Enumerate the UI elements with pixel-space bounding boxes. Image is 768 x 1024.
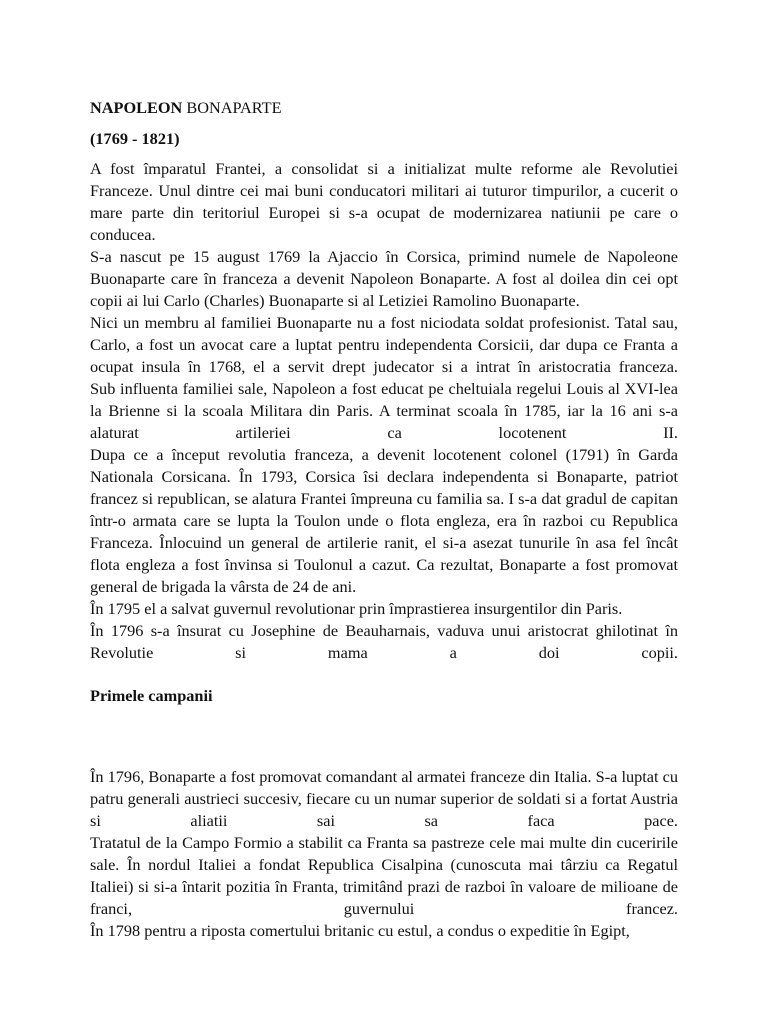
section-title: Primele campanii <box>90 686 213 705</box>
paragraph: A fost împaratul Frantei, a consolidat si a initializat multe reforme ale Revolutiei Franceze. Unul dintre cei mai buni conducatori militari ai tuturor timpurilor, a cucerit o mare parte din teritoriul Europei si s-a ocupat de modernizarea natiunii pe care o conducea. <box>90 159 678 244</box>
paragraph: În 1798 pentru a riposta comertului britanic cu estul, a condus o expeditie în Egipt, <box>90 921 630 940</box>
paragraph: S-a nascut pe 15 august 1769 la Ajaccio în Corsica, primind numele de Napoleone Buonaparte care în franceza a devenit Napoleon Bonaparte. A fost al doilea din cei opt copii ai lui Carlo (Charles) Buonaparte si al Letiziei Ramolino Buonaparte. <box>90 247 678 310</box>
paragraph: În 1795 el a salvat guvernul revolutionar prin împrastierea insurgentilor din Paris. <box>90 599 623 618</box>
document-title <box>90 97 678 119</box>
paragraph: Dupa ce a început revolutia franceza, a devenit locotenent colonel (1791) în Garda Nationala Corsicana. În 1793, Corsica îsi declara independenta si Bonaparte, patriot francez si republican, se alatura Frantei împreuna cu familia sa. I s-a dat gradul de capitan într-o armata care se lupta la Toulon unde o flota engleza, era în razboi cu Republica Franceza. Înlocuind un general de artilerie ranit, el si-a asezat tunurile în asa fel încât flota engleza a fost învinsa si Toulonul a cazut. Ca rezultat, Bonaparte a fost promovat general de brigada la vârsta de 24 de ani. <box>90 445 678 596</box>
paragraph: În 1796 s-a însurat cu Josephine de Beauharnais, vaduva unui aristocrat ghilotinat în Revolutie si mama a doi copii. <box>90 621 678 662</box>
document-page <box>90 97 678 942</box>
title-bold: NAPOLEON <box>90 98 183 117</box>
life-years: (1769 - 1821) <box>90 129 180 148</box>
paragraph: Nici un membru al familiei Buonaparte nu a fost niciodata soldat profesionist. Tatal sau, Carlo, a fost un avocat care a luptat pentru independenta Corsicii, dar dupa ce Franta a ocupat insula în 1768, el a servit drept judecator si a intrat în aristocratia franceza. <box>90 313 678 376</box>
paragraph: Tratatul de la Campo Formio a stabilit ca Franta sa pastreze cele mai multe din cuceririle sale. În nordul Italiei a fondat Republica Cisalpina (cunoscuta mai târziu ca Regatul Italiei) si si-a întarit pozitia în Franta, trimitând prazi de razboi în valoare de milioane de franci, guvernului francez. <box>90 833 678 918</box>
paragraph: În 1796, Bonaparte a fost promovat comandant al armatei franceze din Italia. S-a luptat cu patru generali austrieci succesiv, fiecare cu un numar superior de soldati si a fortat Austria si aliatii sai sa faca pace. <box>90 767 678 830</box>
title-rest: BONAPARTE <box>182 98 282 117</box>
paragraph: Sub influenta familiei sale, Napoleon a fost educat pe cheltuiala regelui Louis al XVI-lea la Brienne si la scoala Militara din Paris. A terminat scoala în 1785, iar la 16 ani s-a alaturat artileriei ca locotenent II. <box>90 379 678 442</box>
